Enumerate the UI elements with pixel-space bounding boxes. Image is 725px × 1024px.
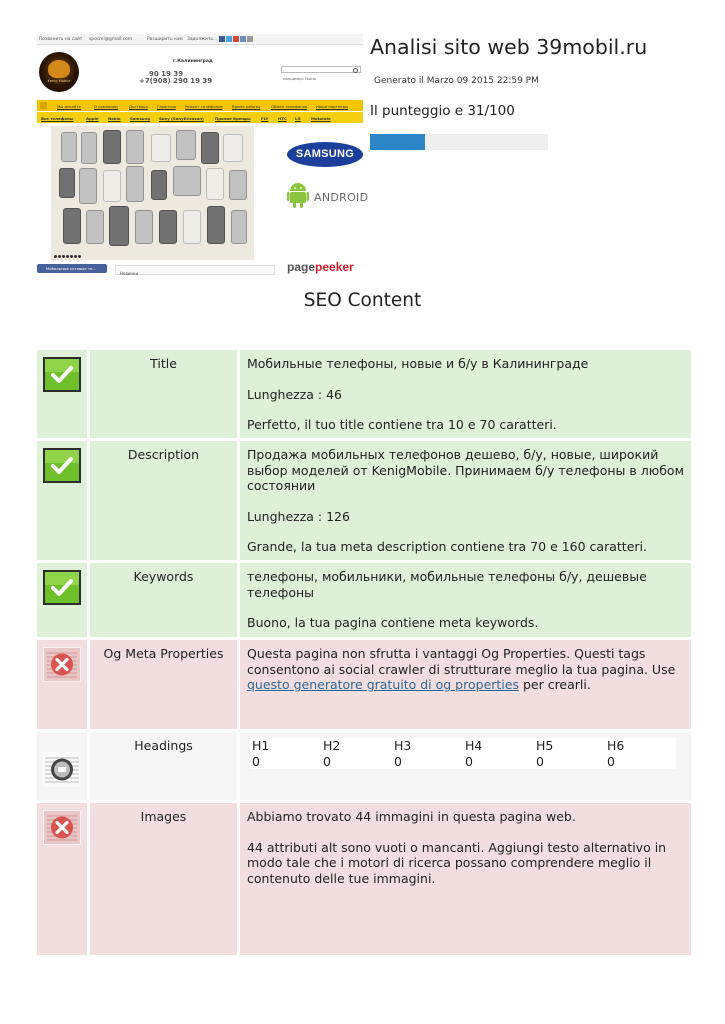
thumbnail-nav-item: Обмен телефонов [271, 103, 308, 109]
check-icon [43, 357, 81, 392]
pagepeeker-logo [287, 260, 354, 274]
thumbnail-phone-full: +7(908) 290 19 39 [139, 77, 213, 85]
images-alt-verdict: 44 attributi alt sono vuoti o mancanti. Aggiungi testo alternativo in modo tale che i motori di ricerca possano comprendere meglio il contenuto delle tue immagini. [247, 839, 667, 886]
thumbnail-nav-item: Доставка [129, 103, 148, 109]
title-length: Lunghezza : 46 [247, 386, 342, 402]
section-title: SEO Content [303, 290, 422, 311]
thumbnail-phone-short: 90 19 39 [149, 70, 184, 78]
thumbnail-brand-item: HTC [278, 115, 287, 121]
heading-level: H5 [536, 738, 554, 753]
pagepeeker-logo-part1: page [287, 260, 316, 274]
heading-count: 0 [323, 753, 331, 769]
seo-row-keywords [37, 563, 691, 637]
row-value [240, 732, 691, 800]
row-label: Title [90, 350, 237, 438]
thumbnail-search-box [281, 66, 361, 73]
thumbnail-email: spocmi@gmail.com [89, 37, 133, 42]
android-robot-icon [287, 181, 309, 209]
og-generator-link[interactable]: questo generatore gratuito di og properties [247, 677, 519, 692]
status-icon-cell [37, 640, 87, 729]
headings-header-row [250, 738, 676, 754]
row-label: Keywords [90, 563, 237, 637]
thumbnail-topbar-link: Задолжить... [187, 37, 218, 42]
heading-level: H6 [607, 738, 625, 753]
thumbnail-search-hint: например: Nokia [283, 76, 317, 81]
thumbnail-logo-text: Kenig Mobile [47, 79, 71, 83]
samsung-logo: SAMSUNG [287, 142, 363, 167]
heading-count: 0 [607, 753, 615, 769]
thumbnail-footer-tabs [115, 265, 275, 275]
thumbnail-nav-item: Наши партнеры [316, 103, 348, 109]
title-verdict: Perfetto, il tuo title contiene tra 10 e 70 caratteri. [247, 417, 557, 432]
thumbnail-footer-tab-label: Новинки [120, 271, 139, 276]
heading-level: H4 [465, 738, 483, 753]
thumbnail-slider-dots [54, 255, 81, 258]
score-progress-bar [370, 134, 548, 150]
seo-row-og-meta [37, 640, 691, 729]
thumbnail-phones-banner [51, 126, 254, 260]
status-icon-cell [37, 732, 87, 800]
thumbnail-brand-item: Sony (SonyEricsson) [159, 115, 204, 121]
status-icon-cell [37, 350, 87, 438]
thumbnail-brand-item: FLY [261, 115, 269, 121]
thumbnail-nav-item: Мы инсайте [57, 103, 81, 109]
heading-count: 0 [252, 753, 260, 769]
thumbnail-logo [39, 52, 79, 92]
seo-row-headings [37, 732, 691, 800]
row-label: Images [90, 803, 237, 955]
row-value [240, 640, 691, 729]
android-logo [287, 181, 369, 211]
thumbnail-brand-item: LG [295, 115, 301, 121]
status-icon-cell [37, 441, 87, 560]
keywords-text: телефоны, мобильники, мобильные телефоны б/у, дешевые телефоны [247, 569, 647, 600]
heading-level: H3 [394, 738, 412, 753]
heading-count: 0 [465, 753, 473, 769]
thumbnail-footer-widget [37, 264, 107, 273]
heading-level: H2 [323, 738, 341, 753]
cross-icon [43, 810, 81, 845]
thumbnail-brand-item: Прочие бренды [215, 115, 251, 121]
heading-level: H1 [252, 738, 270, 753]
pagepeeker-logo-part2: peeker [315, 260, 354, 274]
row-value [240, 563, 691, 637]
info-icon [43, 752, 81, 787]
status-icon-cell [37, 803, 87, 955]
og-meta-message [247, 646, 685, 693]
seo-row-images [37, 803, 691, 955]
thumbnail-brand-item: Все телефоны [41, 115, 74, 121]
heading-count: 0 [536, 753, 544, 769]
thumbnail-topbar [37, 34, 363, 45]
thumbnail-brand-item: Motorola [311, 115, 331, 121]
row-label: Headings [90, 732, 237, 800]
android-wordmark: ANDROID [314, 191, 369, 204]
headings-count-row [250, 754, 676, 770]
title-text: Мобильные телефоны, новые и б/у в Калининграде [247, 356, 589, 371]
thumbnail-nav-item: Ремонт телефонов [185, 103, 223, 109]
row-value [240, 441, 691, 560]
images-found: Abbiamo trovato 44 immagini in questa pagina web. [247, 809, 576, 824]
thumbnail-nav-item: Время работы [232, 103, 261, 109]
thumbnail-social-icons [219, 36, 253, 42]
check-icon [43, 570, 81, 605]
keywords-verdict: Buono, la tua pagina contiene meta keywords. [247, 615, 539, 630]
thumbnail-home-icon [40, 102, 47, 109]
cross-icon [43, 647, 81, 682]
description-length: Lunghezza : 126 [247, 508, 350, 524]
thumbnail-brand-nav [37, 112, 363, 123]
heading-count: 0 [394, 753, 402, 769]
thumbnail-callback-link: Позвонить на сайт [39, 37, 83, 42]
seo-row-description [37, 441, 691, 560]
row-label: Description [90, 441, 237, 560]
og-meta-text: Questa pagina non sfrutta i vantaggi Og Properties. Questi tags consentono ai social crawler di strutturare meglio la tua pagina. Use [247, 646, 676, 677]
thumbnail-footer-widget-text: Мобильные сотовые те... [46, 266, 96, 271]
thumbnail-primary-nav [37, 100, 363, 111]
score-label: Il punteggio e 31/100 [370, 103, 515, 119]
thumbnail-brand-item: Nokia [108, 115, 121, 121]
description-text: Продажа мобильных телефонов дешево, б/у, новые, широкий выбор моделей от KenigMobile. Принимаем б/у телефоны в любом состоянии [247, 447, 685, 493]
check-icon [43, 448, 81, 483]
generated-date: Generato il Marzo 09 2015 22:59 PM [374, 76, 539, 86]
status-icon-cell [37, 563, 87, 637]
score-progress-fill [370, 134, 425, 150]
headings-table [250, 738, 676, 769]
row-label: Og Meta Properties [90, 640, 237, 729]
thumbnail-topbar-link: Расширить нам [147, 37, 183, 42]
thumbnail-brand-item: Apple [86, 115, 99, 121]
description-verdict: Grande, la tua meta description contiene tra 70 e 160 caratteri. [247, 539, 647, 554]
thumbnail-nav-item: Гарантия [157, 103, 176, 109]
page-title: Analisi sito web 39mobil.ru [370, 35, 648, 59]
og-meta-text-end: per crearli. [518, 677, 591, 692]
row-value [240, 350, 691, 438]
seo-row-title [37, 350, 691, 438]
thumbnail-nav-item: О компании [94, 103, 118, 109]
row-value [240, 803, 691, 955]
thumbnail-city: г.Калининград [173, 59, 213, 64]
thumbnail-brand-item: Samsung [130, 115, 151, 121]
